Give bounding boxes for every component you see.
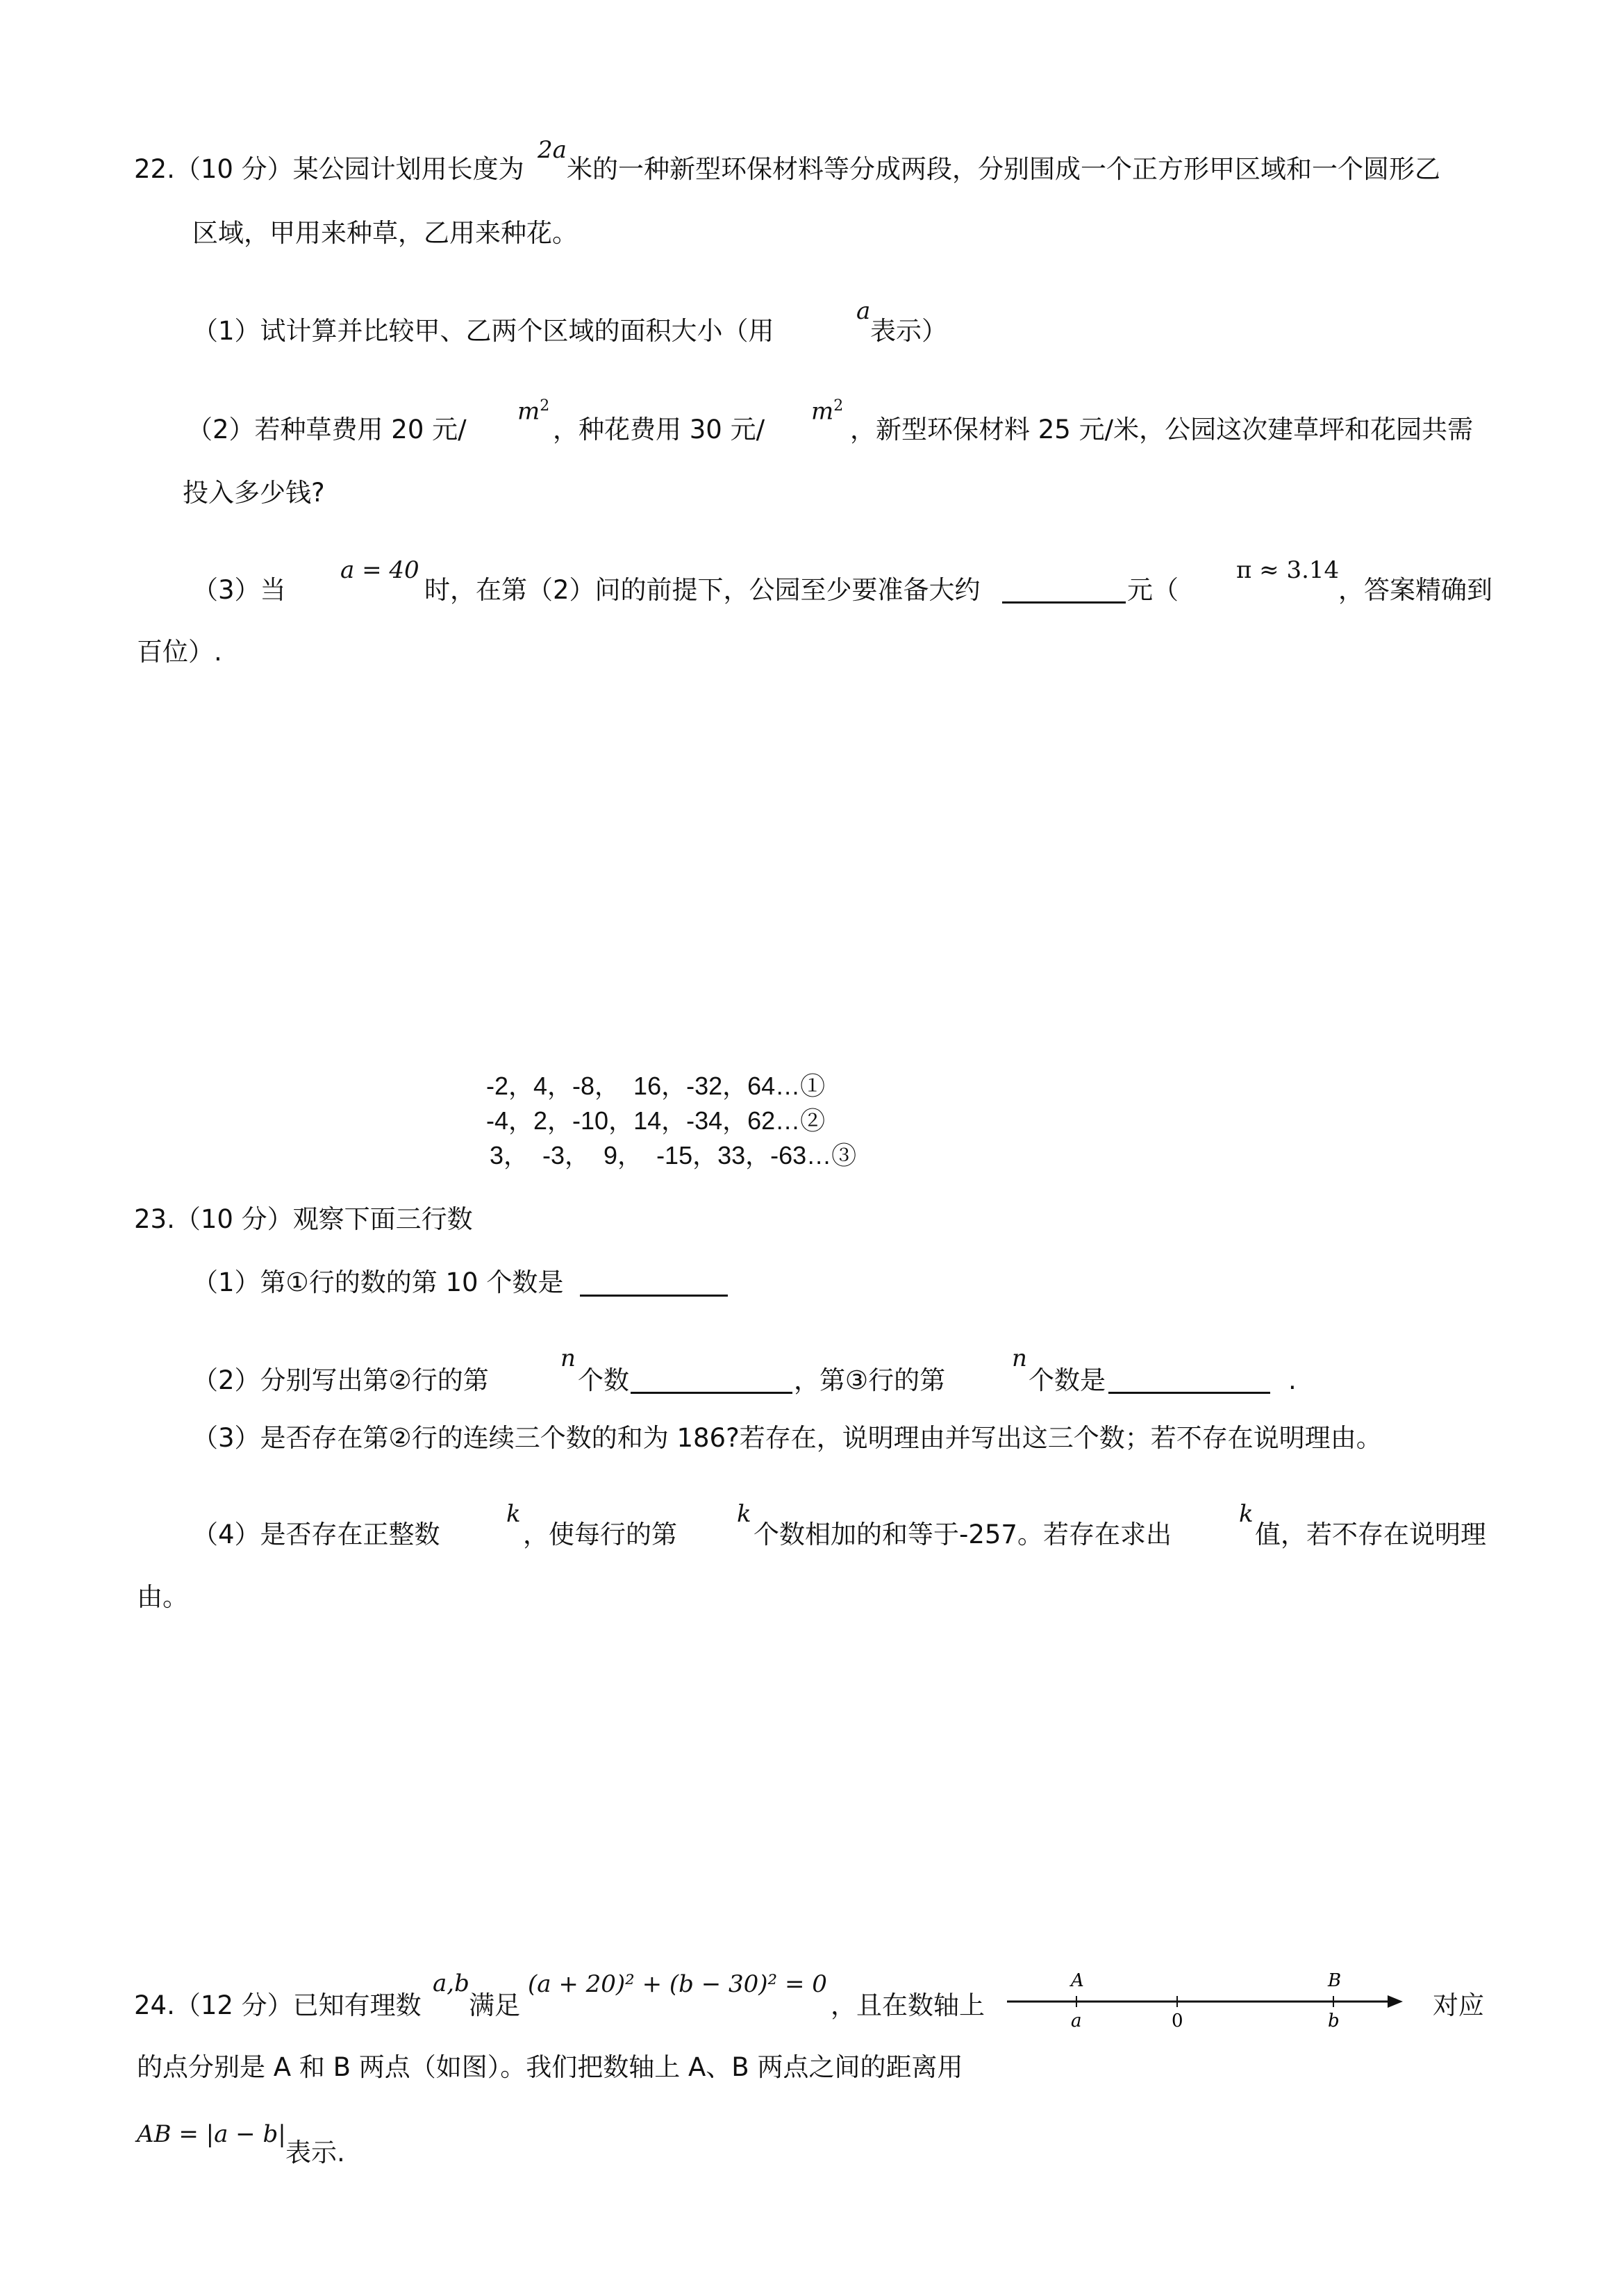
q22-part2-b: ，种花费用 30 元/ — [553, 415, 765, 444]
label-b: b — [1328, 2011, 1340, 2031]
q23-part1: （1）第①行的数的第 10 个数是 — [192, 1267, 564, 1297]
q22-line1-b: 米的一种新型环保材料等分成两段，分别围成一个正方形甲区域和一个圆形乙 — [567, 154, 1440, 184]
q23-part4-b: ，使每行的第 — [523, 1520, 677, 1549]
math-n-2: n — [1012, 1345, 1027, 1372]
q23-part2-d: 个数是 — [1029, 1365, 1106, 1395]
q23-part4-a: （4）是否存在正整数 — [192, 1520, 440, 1549]
q23-title: 23.（10 分）观察下面三行数 — [134, 1204, 473, 1234]
math-m-squared-1: $m^2$ — [517, 397, 550, 426]
q24-line1-b: 满足 — [469, 1990, 520, 2020]
math-a-b: a,b — [433, 1970, 469, 1997]
sequence-row-1: -2，4，-8， 16，-32，64…① — [486, 1072, 826, 1100]
label-B: B — [1328, 1970, 1342, 1991]
math-2a: 2a — [538, 136, 567, 164]
q24-line3: 表示. — [285, 2138, 345, 2168]
q23-part3: （3）是否存在第②行的连续三个数的和为 186?若存在，说明理由并写出这三个数；若不存在说明理由。 — [192, 1423, 1382, 1453]
math-n-1: n — [560, 1345, 576, 1372]
q22-part3-c: 元（ — [1127, 575, 1179, 605]
answer-blank-q23-3n — [1108, 1392, 1270, 1394]
math-m-squared-2: $m^2$ — [811, 397, 844, 426]
math-equation: (a + 20)² + (b − 30)² = 0 — [528, 1970, 827, 1998]
q22-line1-a: 22.（10 分）某公园计划用长度为 — [134, 154, 524, 184]
q24-line1-d: 对应 — [1433, 1990, 1484, 2020]
answer-blank-q23-1 — [580, 1295, 728, 1297]
math-k-1: k — [506, 1500, 521, 1528]
q22-part3-a: （3）当 — [192, 575, 286, 605]
q22-part2-a: （2）若种草费用 20 元/ — [187, 415, 467, 444]
math-k-3: k — [1239, 1500, 1254, 1528]
q23-part4-e: 由。 — [137, 1582, 188, 1612]
q22-part2-d: 投入多少钱? — [183, 478, 325, 508]
q22-line2: 区域，甲用来种草，乙用来种花。 — [192, 218, 578, 248]
label-zero: 0 — [1172, 2011, 1183, 2031]
number-line — [1007, 1958, 1410, 2035]
label-a: a — [1071, 2011, 1082, 2031]
q24-line2: 的点分别是 A 和 B 两点（如图）。我们把数轴上 A、B 两点之间的距离用 — [137, 2052, 963, 2082]
q24-line1-a: 24.（12 分）已知有理数 — [134, 1990, 422, 2020]
label-A: A — [1071, 1970, 1084, 1991]
arrow-head-icon — [1388, 1995, 1403, 2008]
q22-part3-e: 百位）. — [137, 637, 222, 667]
q23-part2-b: 个数 — [578, 1365, 629, 1395]
q22-part1-a: （1）试计算并比较甲、乙两个区域的面积大小（用 — [192, 316, 774, 346]
q22-part1-b: 表示） — [870, 316, 947, 346]
math-ab-distance: AB = |a − b| — [137, 2120, 286, 2148]
q23-part2-a: （2）分别写出第②行的第 — [192, 1365, 489, 1395]
q22-part3-d: ，答案精确到 — [1338, 575, 1492, 605]
q22-part3-b: 时，在第（2）问的前提下，公园至少要准备大约 — [424, 575, 981, 605]
q23-part4-d: 值，若不存在说明理 — [1255, 1520, 1486, 1549]
sequence-row-2: -4，2，-10，14，-34，62…② — [486, 1106, 826, 1135]
answer-blank-q22-3 — [1002, 601, 1126, 604]
math-k-2: k — [737, 1500, 751, 1528]
math-a: a — [856, 297, 871, 325]
q24-line1-c: ，且在数轴上 — [831, 1990, 985, 2020]
q23-part2-c: ，第③行的第 — [794, 1365, 946, 1395]
math-a-eq-40: a = 40 — [340, 556, 419, 584]
sequence-row-3: 3， -3， 9， -15，33，-63…③ — [490, 1141, 857, 1170]
q23-part2-e: . — [1288, 1365, 1297, 1395]
q23-part4-c: 个数相加的和等于-257。若存在求出 — [754, 1520, 1172, 1549]
q22-part2-c: ，新型环保材料 25 元/米，公园这次建草坪和花园共需 — [850, 415, 1474, 444]
math-pi-approx: π ≈ 3.14 — [1236, 556, 1340, 584]
answer-blank-q23-2n — [631, 1392, 792, 1394]
